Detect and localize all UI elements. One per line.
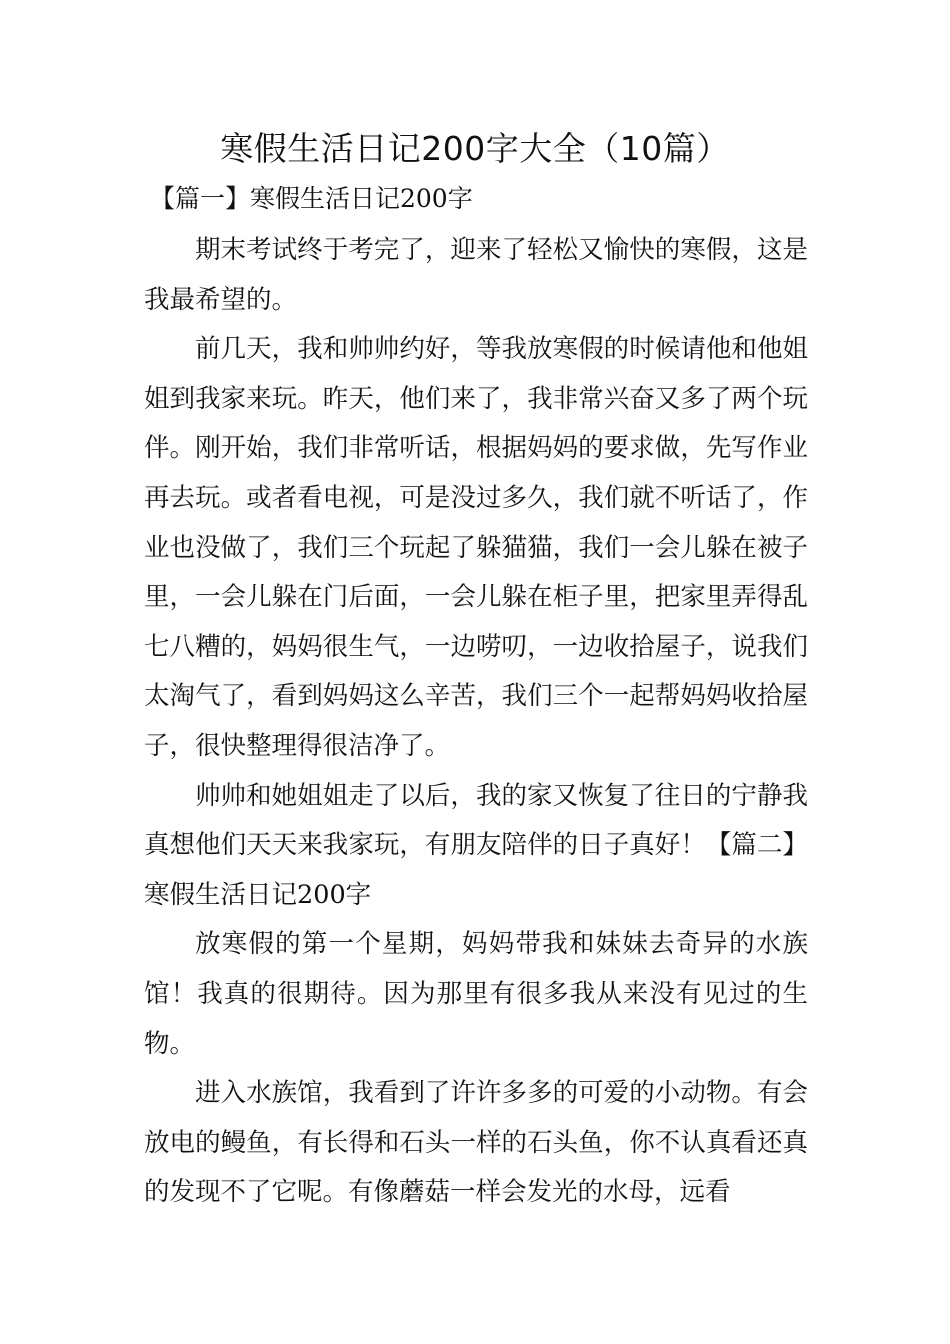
document-body [144,226,808,1218]
paragraph: 帅帅和她姐姐走了以后，我的家又恢复了往日的宁静我真想他们天天来我家玩，有朋友陪伴的日子真好！【篇二】寒假生活日记200字 [144,780,808,910]
paragraph: 期末考试终于考完了，迎来了轻松又愉快的寒假，这是我最希望的。 [144,235,808,315]
document-title: 寒假生活日记200字大全（10篇） [220,129,730,168]
paragraph: 前几天，我和帅帅约好，等我放寒假的时候请他和他姐姐到我家来玩。昨天，他们来了，我非常兴奋又多了两个玩伴。刚开始，我们非常听话，根据妈妈的要求做，先写作业再去玩。或者看电视，可是没过多久，我们就不听话了，作业也没做了，我们三个玩起了躲猫猫，我们一会儿躲在被子里，一会儿躲在门后面，一会儿躲在柜子里，把家里弄得乱七八糟的，妈妈很生气，一边唠叨，一边收拾屋子，说我们太淘气了，看到妈妈这么辛苦，我们三个一起帮妈妈收拾屋子，很快整理得很洁净了。 [144,334,808,761]
paragraph: 放寒假的第一个星期，妈妈带我和妹妹去奇异的水族馆！我真的很期待。因为那里有很多我从来没有见过的生物。 [144,929,808,1059]
section-heading: 【篇一】寒假生活日记200字 [150,184,473,213]
paragraph: 进入水族馆，我看到了许许多多的可爱的小动物。有会放电的鳗鱼，有长得和石头一样的石头鱼，你不认真看还真的发现不了它呢。有像蘑菇一样会发光的水母，远看 [144,1078,808,1208]
